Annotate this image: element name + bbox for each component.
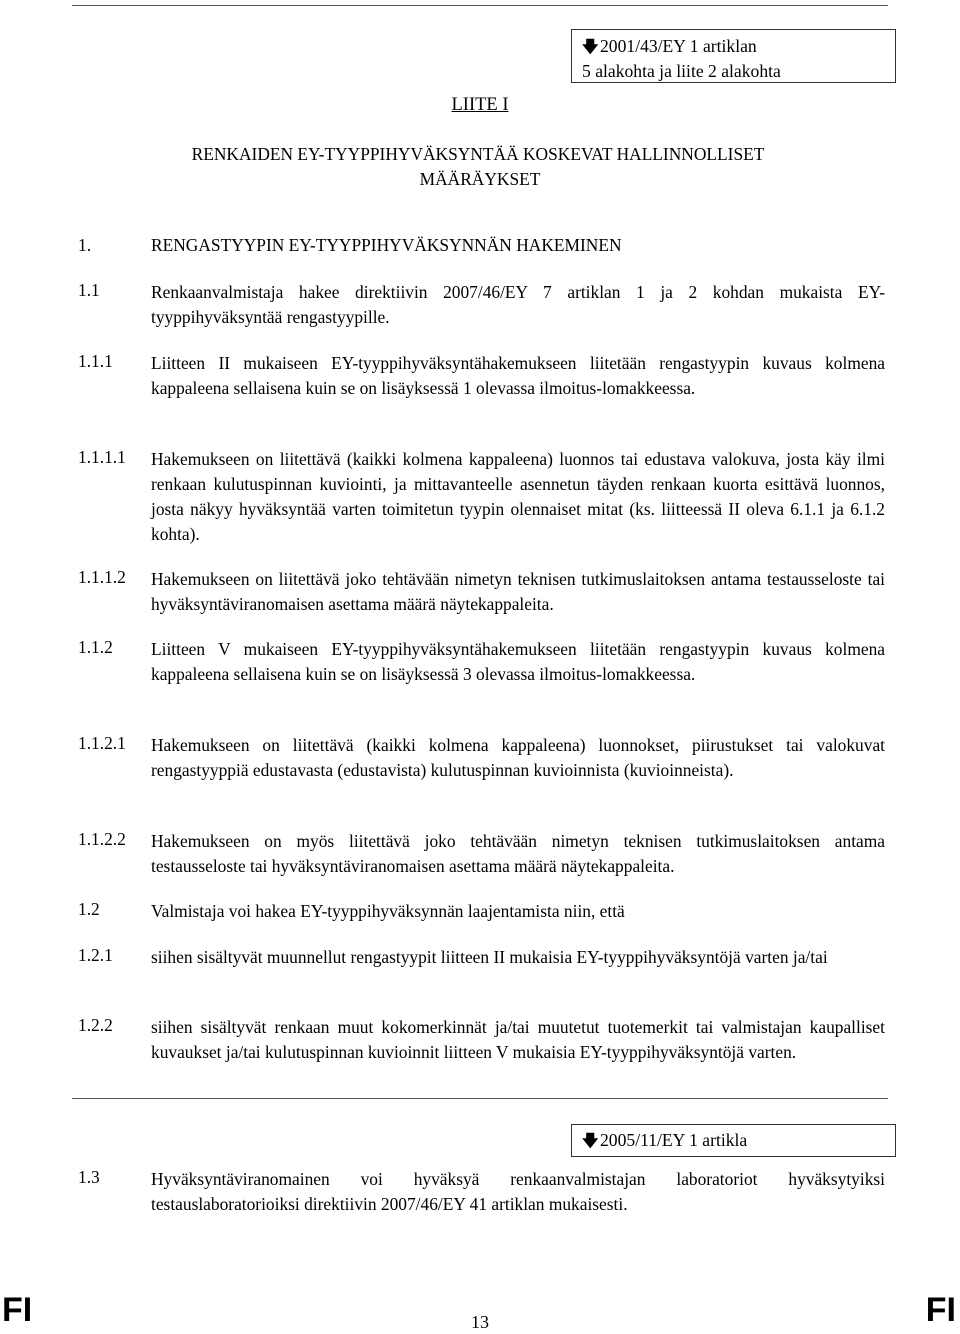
annex-title: LIITE I (451, 95, 509, 115)
item-text: Valmistaja voi hakea EY-tyyppihyväksynnän laajentamista niin, että (151, 901, 625, 921)
footer-language-right: FI (925, 1291, 956, 1329)
item-text: Hakemukseen on myös liitettävä joko tehtävään nimetyn teknisen tutkimuslaitoksen antama testausseloste tai hyväksyntäviranomaisen asettama määrä näytekappaleita. (151, 831, 885, 876)
reference-box-top (571, 29, 896, 83)
item-number: 1.1.1.2 (78, 567, 126, 587)
item-text: Liitteen V mukaiseen EY-tyyppihyväksyntähakemukseen liitetään rengastyypin kuvaus kolmena kappaleena sellaisena kuin se on lisäyksessä 3 olevassa ilmoitus-lomakkeessa. (151, 639, 885, 684)
item-number: 1.1.2.1 (78, 733, 126, 753)
section-number: 1. (78, 235, 92, 255)
item-text: Hakemukseen on liitettävä (kaikki kolmena kappaleena) luonnokset, piirustukset tai valokuvat rengastyyppiä edustavasta (edustavista) kulutuspinnan kuvioinnista (kuvioinneista). (151, 735, 885, 780)
footer-language-left: FI (2, 1291, 33, 1329)
main-heading-line1: RENKAIDEN EY-TYYPPIHYVÄKSYNTÄÄ KOSKEVAT HALLINNOLLISET (191, 144, 765, 164)
item-number: 1.2 (78, 899, 100, 919)
item-number: 1.3 (78, 1167, 100, 1187)
item-number: 1.1 (78, 280, 100, 300)
item-text: Hakemukseen on liitettävä (kaikki kolmena kappaleena) luonnos tai edustava valokuva, josta käy ilmi renkaan kulutuspinnan kuviointi, ja mittavanteelle asennetun täyden renkaan kuorta esittävä luonnos, josta näkyy hyväksyntää varten toimitetun tyypin olennaiset mitat (ks. liitteessä II oleva 6.1.1 ja 6.1.2 kohta). (151, 449, 885, 544)
top-rule (72, 5, 888, 6)
item-number: 1.1.2 (78, 637, 113, 657)
main-heading-line2: MÄÄRÄYKSET (419, 169, 541, 189)
item-number: 1.2.2 (78, 1015, 113, 1035)
item-text: siihen sisältyvät muunnellut rengastyypit liitteen II mukaisia EY-tyyppihyväksyntöjä varten ja/tai (151, 947, 828, 967)
item-text: Liitteen II mukaiseen EY-tyyppihyväksyntähakemukseen liitetään rengastyypin kuvaus kolmena kappaleena sellaisena kuin se on lisäyksessä 1 olevassa ilmoitus-lomakkeessa. (151, 353, 885, 398)
down-arrow-icon: 🡇 (582, 1131, 599, 1150)
down-arrow-icon: 🡇 (582, 37, 599, 56)
section-rule (72, 1098, 888, 1099)
reference-box-bottom (571, 1124, 896, 1157)
reference-top-line1: 2001/43/EY 1 artiklan (600, 36, 757, 56)
item-number: 1.1.1 (78, 351, 113, 371)
item-text: siihen sisältyvät renkaan muut kokomerkinnät ja/tai muutetut tuotemerkit tai valmistajan kaupalliset kuvaukset ja/tai kulutuspinnan kuvioinnit liitteen V mukaisia EY-tyyppihyväksyntöjä varten. (151, 1017, 885, 1062)
reference-bottom-line1: 2005/11/EY 1 artikla (600, 1130, 748, 1150)
reference-top-line2: 5 alakohta ja liite 2 alakohta (582, 61, 781, 81)
item-number: 1.1.1.1 (78, 447, 126, 467)
item-number: 1.2.1 (78, 945, 113, 965)
item-text: Hyväksyntäviranomainen voi hyväksyä renkaanvalmistajan laboratoriot hyväksytyiksi testauslaboratorioiksi direktiivin 2007/46/EY 41 artiklan mukaisesti. (151, 1169, 885, 1214)
item-text: Hakemukseen on liitettävä joko tehtävään nimetyn teknisen tutkimuslaitoksen antama testausseloste tai hyväksyntäviranomaisen asettama määrä näytekappaleita. (151, 569, 885, 614)
item-text: Renkaanvalmistaja hakee direktiivin 2007/46/EY 7 artiklan 1 ja 2 kohdan mukaista EY-tyyppihyväksyntää rengastyypille. (151, 282, 885, 327)
page-number: 13 (471, 1312, 489, 1332)
section-title: RENGASTYYPIN EY-TYYPPIHYVÄKSYNNÄN HAKEMINEN (151, 235, 622, 255)
item-number: 1.1.2.2 (78, 829, 126, 849)
